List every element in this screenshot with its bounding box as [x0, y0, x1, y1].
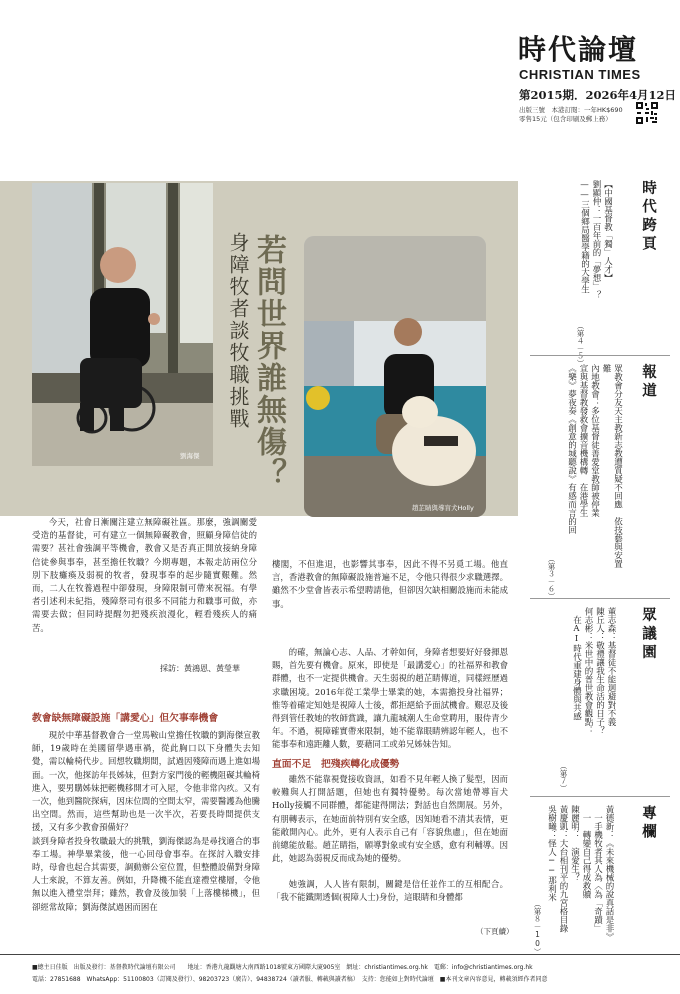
article-body: 她強調，人人皆有限制，關鍵是信任並作工的互相配合。「我不能鐵開透個(視障人士)身份，這眼睛和身體都	[272, 879, 508, 903]
page-ref: （第３－６）	[547, 555, 556, 600]
feature-subheadline: 身障牧者談牧職挑戰	[226, 232, 250, 430]
section-title-forum: 眾議園	[640, 607, 657, 663]
masthead-logo: 時代論壇	[518, 33, 639, 66]
index-entry: 【中國基督教「獨」人才】 劉顯仲：一百年前的「夢想」？ ——三個鄉局醫學籍的大學生	[579, 180, 613, 299]
section-title-news: 報道	[640, 364, 657, 401]
page-ref: （第４－５）	[576, 322, 585, 367]
section-title-cross-page: 時代跨頁	[640, 180, 657, 254]
masthead-english-title: CHRISTIAN TIMES	[519, 67, 641, 82]
byline: 採訪：黃鴻恩、黃瑩華	[160, 664, 240, 673]
article-body: 雖然不能靠視覺接收資訊，如看不見年輕人換了髮型，因而較難與人打開話題，但她也有獨特優勢。每次當她帶導盲犬Holly接觸不同群體，都能建得開法；對話也自然開展。另外，有朋轉表示，在她面前特別有安全感，因知她看不清其表情，更能敞開內心。此外，更有人表示自己有「容貌焦慮」，但在她面前總能放鬆。趙芷睛指，願導對象或有安全感，愈有利輔導。因此，她認為弱視反而成為她的優勢。	[272, 774, 508, 864]
page-ref: （第８－10）	[533, 900, 542, 956]
index-divider	[530, 598, 670, 599]
footer-publisher-info: ■總主日佳版 出版及發行：基督教時代論壇有限公司 地址：香港九龍觀塘大南西路1018號東方國際大廈905室 網址：christiantimes.org.hk 電郵：info@christiantimes.org.hk	[32, 964, 533, 971]
footer-rule	[0, 954, 680, 955]
index-entry: 眾教會分友天主教新志教遭質疑不回應 依技藝與安置難 內地教會：多位基督徒善愛堂教師被停業 宣與基督教發救會擴音機構轉 在港學生 《樂》夢夜奏《創意的城聽說》有感而言的回	[566, 364, 623, 568]
index-divider	[530, 355, 670, 356]
feature-headline: 若問世界誰無傷？	[251, 234, 286, 490]
continued-note: （下頁續）	[476, 927, 514, 936]
footer-contact-info: 電話：27851688 WhatsApp：51100803（訂閱及發行）、98203723（廣告）、94838724（讀者服、轉載與讀者稿） 支持：您能如上對時代論壇 ■本刊文章內容意見，轉載須經作者同意	[32, 976, 548, 983]
price-line: 零售15元（包含印刷及郵上務）	[519, 115, 612, 123]
price-line: 出版三號 本港訂閱：一年HK$690	[519, 106, 623, 114]
issue-date: 第2015期．2026年4月12日	[519, 88, 677, 102]
photo-caption-right: 趙芷睛與導盲犬Holly	[412, 504, 474, 512]
photo-caption-left: 劉海傑	[180, 452, 200, 460]
section-subhead: 直面不足 把殘疾轉化成優勢	[272, 759, 400, 770]
photo-illustration	[32, 183, 213, 466]
photo-guide-dog-pastor	[304, 236, 486, 517]
photo-wheelchair-pastor	[32, 183, 213, 466]
article-body: 現於中華基督教會合一堂馬鞍山堂擔任牧職的劉海傑宣教師，19歲時在美國留學遇車禍，從此胸口以下身體失去知覺，需以輪椅代步。回想牧職期間，試過因殘障而遇上進如場面。一次，他探訪年長姊妹，但對方家門後的輕機阻礙其輪椅進入，要男購姊妹把輕機移開才可入屋，令他非常內疚。又有一次，他到醫院探病，因床位間的空間太窄，需要醫護為他騰出空間。然而，這些幫助也是一次半次，若要長時間提供支援，又有多少教會預備好？ 談到身障者投身牧職最大的挑戰，劉海傑認為是尋找適合的事奉工場。神學畢業後，他一心回母會事奉。在探討入職安排時，母會也起合其需要，調動辦公室位置，但整體設備對身障人士來說，不算友善。例如，升降機不能直達禮堂樓層，令他無以進入禮堂崇拜；雖然，教會及後加裝「上落樓梯機」，但卻經常故障；劉海傑試過困而困在	[32, 730, 260, 912]
article-body: 的確，無論心志、人品、才幹如何，身障者想要好好發揮恩賜，首先要有機會。原來，即使是「最講愛心」的社福界和教會群體，也不一定提供機會。天生弱視的趙芷睛傳道，同樣經歷過求職困境。2016年從工業學士畢業的她，本需擔投身社福界；惟等着確定知她是視障人士後，都拒絕給予面試機會。艱忍及後得到管任教她的牧師賞識，讓九龍城潮人生命堂聘用，服侍青少年。不過，視障確實帶來限制，她不能靠眼睛辨認年輕人，也不能事奉和遠距離人數，要藉同工或弟兄姊妹告知。	[272, 647, 508, 750]
qr-code-icon	[636, 102, 658, 124]
index-divider	[530, 796, 670, 797]
photo-illustration	[304, 236, 486, 517]
article-body: 樓閣，不但進退，也影響其事奉，因此不得不另覓工場。他直言，香港教會的無障礙設施普遍不足，令他只得很少求職選擇。雖然不少堂會皆表示希望聘請他，但卻因欠缺相關設施而未能成事。	[272, 559, 508, 609]
price-info	[519, 106, 631, 124]
feature-intro: 今天，社會日漸關注建立無障礙社區。那麼，強調關愛受造的基督徒，可有建立一個無障礙教會，照顧身障信徒的需要？甚社會強調平等機會，教會又是否真正開放接納身障信徒參與事奉，甚至擔任牧職？今期專題，本報走訪兩位分別下肢癱瘓及弱視的牧者，發現事奉的起步隨實艱難。然而，二人在牧養過程中卻發現，身障限制可帶來祝福。有學者引述利未紀指，殘障祭司有很多不同能力和職事可做，亦需要去做；但同時提醒勿把殘疾浪漫化，輕看殘疾人的痛苦。	[32, 517, 257, 633]
page-ref: （第７）	[559, 762, 568, 792]
index-entry: 黃德新：《未來機械的說真話是非》 一手機牧者其人為〈為「奇蹟」 一 轉變自己得成救贖 陳麗明： 演愛生？ 黃慶凱：大台相刊平的九宮格目錄 吳樹曦：怪人──那利米	[546, 805, 614, 941]
index-entry: 董志森：基督徒不能迴避對不義 陳丘人：敬禮讓我生命活的日子？ 何志彬：米世中的普世教會觀點： 在AI時代重建身體與共感	[571, 607, 616, 735]
section-title-columns: 專欄	[640, 805, 657, 842]
section-subhead: 教會缺無障礙設施「講愛心」但欠事奉機會	[32, 713, 219, 724]
